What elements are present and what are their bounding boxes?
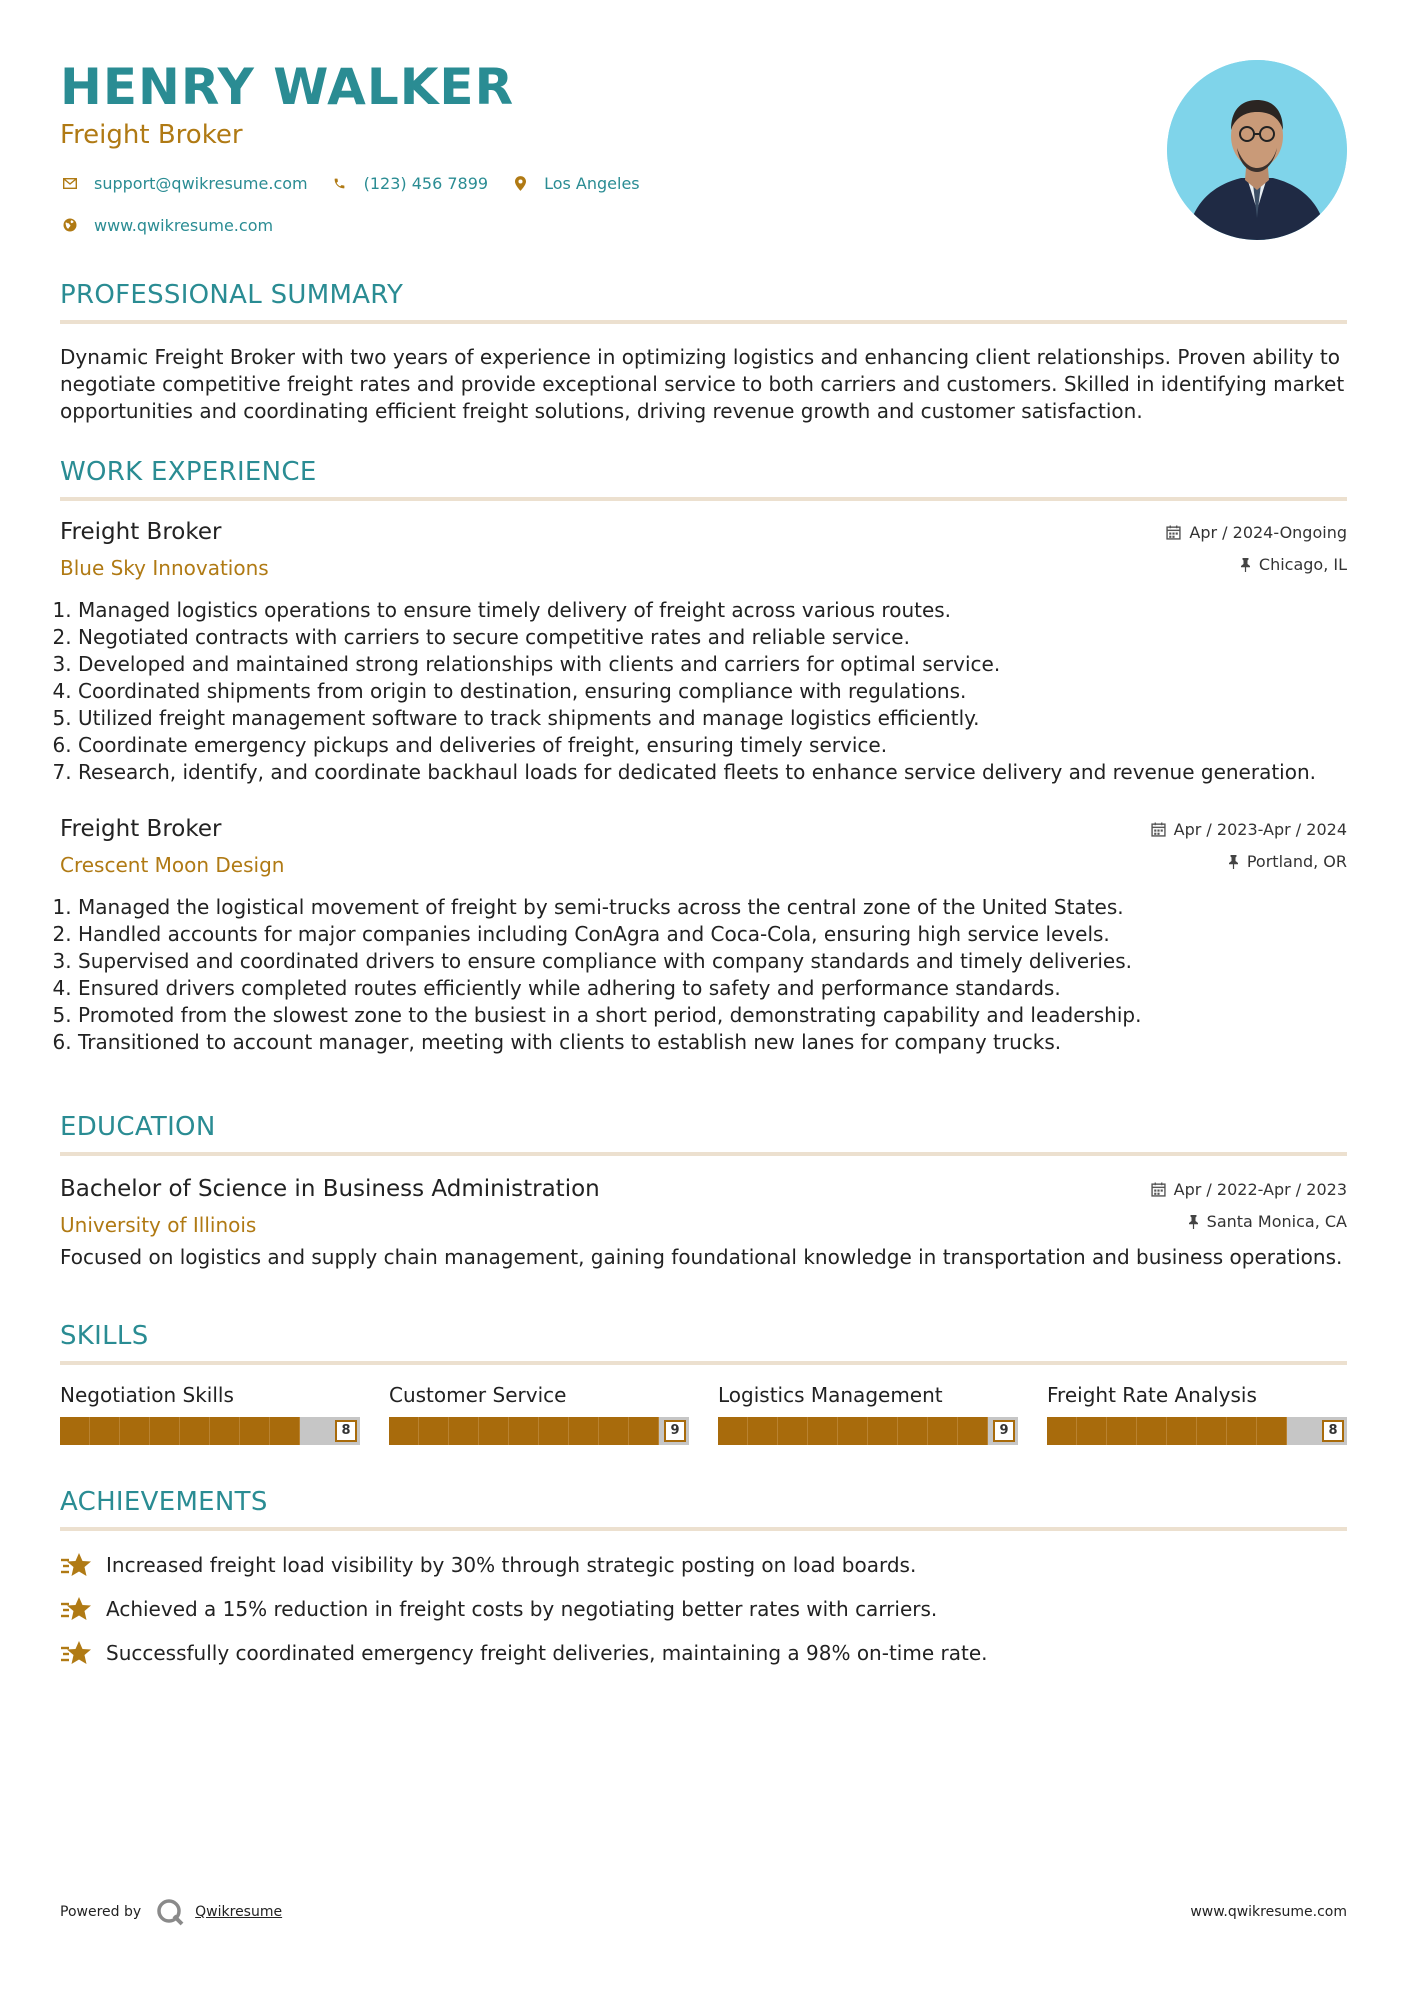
skill-bar-segment	[868, 1417, 898, 1445]
job-date	[1166, 523, 1347, 542]
contact-phone[interactable]	[330, 173, 488, 193]
skill-bar-segment	[1137, 1417, 1167, 1445]
map-pin-icon	[510, 173, 530, 193]
skill-bar-segment	[389, 1417, 419, 1445]
education-date-text: Apr / 2022-Apr / 2023	[1173, 1180, 1347, 1199]
location-text: Los Angeles	[544, 173, 640, 193]
contact-row-website	[60, 215, 295, 235]
skill-bar-segment	[539, 1417, 569, 1445]
skill-bar-segment	[629, 1417, 659, 1445]
achievements-list	[60, 1543, 1347, 1675]
skill-bar-segment	[599, 1417, 629, 1445]
skill-item	[60, 1383, 360, 1445]
skill-bar-segment	[778, 1417, 808, 1445]
achievement-text: Successfully coordinated emergency freight deliveries, maintaining a 98% on-time rate.	[106, 1641, 988, 1665]
skill-bar-segment	[1257, 1417, 1287, 1445]
job-duties	[60, 597, 1347, 786]
job-date	[1151, 820, 1347, 839]
experience-section	[60, 457, 1347, 1056]
job-entry	[60, 519, 1347, 786]
education-location-text: Santa Monica, CA	[1206, 1212, 1347, 1231]
skill-bar-segment	[569, 1417, 599, 1445]
skill-name: Logistics Management	[718, 1383, 943, 1407]
contact-location	[510, 173, 640, 193]
section-divider	[60, 497, 1347, 501]
skill-bar-segment	[1167, 1417, 1197, 1445]
star-icon	[60, 1639, 92, 1667]
star-icon	[60, 1551, 92, 1579]
job-header	[60, 519, 1347, 583]
list-item: 6. Coordinate emergency pickups and deliveries of freight, ensuring timely service.	[78, 732, 1347, 759]
achievement-text: Increased freight load visibility by 30% through strategic posting on load boards.	[106, 1553, 917, 1577]
globe-icon	[60, 215, 80, 235]
skill-bar-segment	[150, 1417, 180, 1445]
job-header	[60, 816, 1347, 880]
job-company: Crescent Moon Design	[60, 853, 285, 877]
skill-bar-segment	[120, 1417, 150, 1445]
skill-bar-segment	[1077, 1417, 1107, 1445]
skill-item	[389, 1383, 689, 1445]
education-date	[1151, 1180, 1347, 1199]
skill-bar-segment	[898, 1417, 928, 1445]
achievements-section	[60, 1487, 1347, 1675]
star-icon	[60, 1595, 92, 1623]
section-title-achievements: ACHIEVEMENTS	[60, 1487, 268, 1517]
job-location-text: Chicago, IL	[1258, 555, 1347, 574]
list-item: 4. Coordinated shipments from origin to destination, ensuring compliance with regulations.	[78, 678, 1347, 705]
skill-name: Freight Rate Analysis	[1047, 1383, 1257, 1407]
skills-section	[60, 1321, 1347, 1445]
skill-bar-segment	[1197, 1417, 1227, 1445]
job-date-text: Apr / 2023-Apr / 2024	[1173, 820, 1347, 839]
skill-score: 9	[664, 1420, 686, 1442]
school-name: University of Illinois	[60, 1213, 257, 1237]
skill-bar-fill	[389, 1417, 659, 1445]
education-section	[60, 1112, 1347, 1271]
achievement-item	[60, 1587, 1347, 1631]
list-item: 5. Promoted from the slowest zone to the busiest in a short period, demonstrating capability and leadership.	[78, 1002, 1347, 1029]
skill-score: 8	[335, 1420, 357, 1442]
degree-title: Bachelor of Science in Business Administration	[60, 1176, 600, 1202]
skill-bar-segment	[60, 1417, 90, 1445]
pushpin-icon	[1188, 1215, 1199, 1229]
section-title-education: EDUCATION	[60, 1112, 216, 1142]
skill-bar-segment	[1047, 1417, 1077, 1445]
skill-name: Negotiation Skills	[60, 1383, 234, 1407]
skill-bar-segment	[1107, 1417, 1137, 1445]
section-divider	[60, 320, 1347, 324]
skill-bar-segment	[928, 1417, 958, 1445]
skill-bar	[718, 1417, 1018, 1445]
job-duties	[60, 894, 1347, 1056]
list-item: 3. Developed and maintained strong relationships with clients and carriers for optimal service.	[78, 651, 1347, 678]
list-item: 2. Handled accounts for major companies including ConAgra and Coca-Cola, ensuring high service levels.	[78, 921, 1347, 948]
candidate-name: HENRY WALKER	[60, 58, 515, 116]
section-title-experience: WORK EXPERIENCE	[60, 457, 317, 487]
contact-email[interactable]	[60, 173, 308, 193]
skill-bar-segment	[838, 1417, 868, 1445]
job-location	[1228, 852, 1347, 871]
education-header	[60, 1176, 1347, 1240]
email-text: support@qwikresume.com	[94, 173, 308, 193]
skill-bar-segment	[509, 1417, 539, 1445]
skill-bar	[60, 1417, 360, 1445]
skill-bar-fill	[60, 1417, 300, 1445]
section-title-summary: PROFESSIONAL SUMMARY	[60, 280, 404, 310]
job-company: Blue Sky Innovations	[60, 556, 269, 580]
job-date-text: Apr / 2024-Ongoing	[1189, 523, 1347, 542]
list-item: 1. Managed the logistical movement of freight by semi-trucks across the central zone of the United States.	[78, 894, 1347, 921]
phone-icon	[330, 173, 350, 193]
calendar-icon	[1166, 525, 1181, 540]
pushpin-icon	[1228, 855, 1239, 869]
job-title: Freight Broker	[60, 816, 222, 842]
skill-score: 9	[993, 1420, 1015, 1442]
skill-bar-segment	[449, 1417, 479, 1445]
skill-bar-fill	[1047, 1417, 1287, 1445]
skill-score: 8	[1322, 1420, 1344, 1442]
skill-item	[718, 1383, 1018, 1445]
achievement-item	[60, 1631, 1347, 1675]
footer-branding	[60, 1897, 282, 1927]
powered-by-text: Powered by	[60, 1904, 142, 1920]
candidate-role: Freight Broker	[60, 120, 243, 150]
achievement-item	[60, 1543, 1347, 1587]
skill-bar-segment	[180, 1417, 210, 1445]
list-item: 6. Transitioned to account manager, meeting with clients to establish new lanes for company trucks.	[78, 1029, 1347, 1056]
website-text: www.qwikresume.com	[94, 215, 274, 235]
skill-bar-segment	[419, 1417, 449, 1445]
job-location	[1240, 555, 1347, 574]
qwikresume-link[interactable]: Qwikresume	[195, 1904, 283, 1920]
education-location	[1188, 1212, 1347, 1231]
section-divider	[60, 1527, 1347, 1531]
job-title: Freight Broker	[60, 519, 222, 545]
skill-bar-segment	[270, 1417, 300, 1445]
skill-bar-segment	[1227, 1417, 1257, 1445]
resume-header	[60, 0, 1347, 260]
avatar	[1167, 60, 1347, 240]
job-location-text: Portland, OR	[1246, 852, 1347, 871]
skills-grid	[60, 1383, 1347, 1445]
list-item: 5. Utilized freight management software to track shipments and manage logistics efficiently.	[78, 705, 1347, 732]
achievement-text: Achieved a 15% reduction in freight costs by negotiating better rates with carriers.	[106, 1597, 938, 1621]
phone-text: (123) 456 7899	[363, 173, 489, 193]
skill-bar	[389, 1417, 689, 1445]
list-item: 4. Ensured drivers completed routes efficiently while adhering to safety and performance standards.	[78, 975, 1347, 1002]
skill-bar-segment	[718, 1417, 748, 1445]
pushpin-icon	[1240, 558, 1251, 572]
skill-bar-segment	[479, 1417, 509, 1445]
section-divider	[60, 1361, 1347, 1365]
contact-row	[60, 173, 662, 193]
list-item: 2. Negotiated contracts with carriers to secure competitive rates and reliable service.	[78, 624, 1347, 651]
skill-bar-segment	[958, 1417, 988, 1445]
page-footer	[60, 1897, 1347, 1927]
skill-bar-segment	[748, 1417, 778, 1445]
list-item: 3. Supervised and coordinated drivers to ensure compliance with company standards and timely deliveries.	[78, 948, 1347, 975]
section-divider	[60, 1152, 1347, 1156]
skill-bar-fill	[718, 1417, 988, 1445]
skill-name: Customer Service	[389, 1383, 567, 1407]
section-title-skills: SKILLS	[60, 1321, 149, 1351]
summary-section	[60, 280, 1347, 425]
skill-bar-segment	[808, 1417, 838, 1445]
footer-website-link[interactable]: www.qwikresume.com	[1190, 1904, 1347, 1920]
calendar-icon	[1151, 1182, 1166, 1197]
skill-bar-segment	[90, 1417, 120, 1445]
contact-website[interactable]	[60, 215, 273, 235]
skill-item	[1047, 1383, 1347, 1445]
list-item: 1. Managed logistics operations to ensure timely delivery of freight across various routes.	[78, 597, 1347, 624]
list-item: 7. Research, identify, and coordinate backhaul loads for dedicated fleets to enhance service delivery and revenue generation.	[78, 759, 1347, 786]
skill-bar-segment	[210, 1417, 240, 1445]
skill-bar	[1047, 1417, 1347, 1445]
education-description: Focused on logistics and supply chain management, gaining foundational knowledge in transportation and business operations.	[60, 1245, 1343, 1269]
qwikresume-logo-icon	[155, 1897, 185, 1927]
summary-text: Dynamic Freight Broker with two years of experience in optimizing logistics and enhancing client relationships. Proven ability to negotiate competitive freight rates and provide exceptional service to both carriers and customers. Skilled in identifying market opportunities and coordinating efficient freight solutions, driving revenue growth and customer satisfaction.	[60, 345, 1345, 423]
envelope-icon	[60, 173, 80, 193]
calendar-icon	[1151, 822, 1166, 837]
job-entry	[60, 816, 1347, 1056]
skill-bar-segment	[240, 1417, 270, 1445]
